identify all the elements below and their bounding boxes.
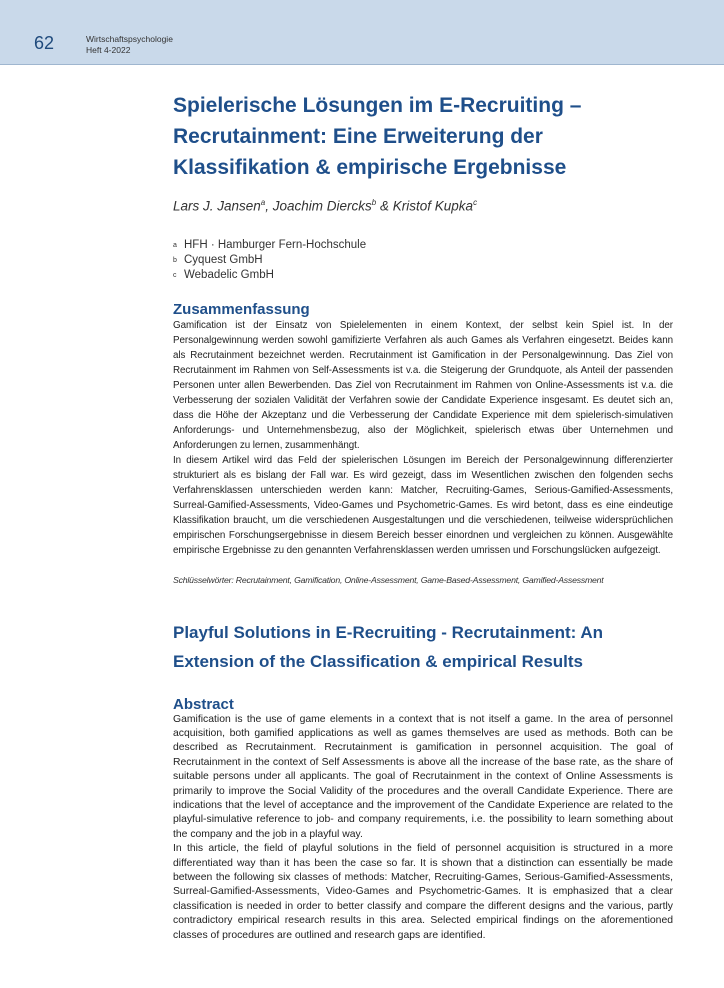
journal-name: Wirtschaftspsychologie: [86, 34, 173, 44]
abstract-heading: Abstract: [173, 695, 234, 713]
author-mark: c: [473, 198, 478, 207]
affiliation-mark: b: [173, 256, 177, 264]
article-title-de: Spielerische Lösungen im E-Recruiting – Recrutainment: Eine Erweiterung der Klassifikation & empirische Ergebnisse: [173, 94, 582, 179]
journal-issue: Heft 4-2022: [86, 45, 131, 55]
author-mark: b: [371, 198, 377, 207]
article-title-en: Playful Solutions in E-Recruiting - Recrutainment: An Extension of the Classification & empirical Results: [173, 622, 604, 671]
author-separator: ,: [265, 198, 273, 214]
author-separator: &: [376, 198, 393, 214]
affiliation-item: [173, 238, 673, 253]
affiliation-mark: c: [173, 271, 177, 279]
author-name: Lars J. Jansen: [173, 198, 261, 214]
affiliation-mark: a: [173, 241, 177, 249]
summary-paragraph: Gamification ist der Einsatz von Spielelementen in einem Kontext, der selbst kein Spiel ist. In der Personalgewinnung werden sowohl gamifizierte Verfahren als auch Games als Verfahren eingesetzt. Beides kann als Recrutainment bezeichnet werden. Recrutainment ist Gamification in der Personalgewinnung. Das Ziel von Recrutainment im Rahmen von Self-Assessments ist v.a. die Steigerung der Grundquote, als Anteil der passenden Personen unter allen Bewerbenden. Das Ziel von Recrutainment im Rahmen von Online-Assessments ist v.a. die Verbesserung der sozialen Validität der Verfahren sowie der Candidate Experience insgesamt. Es deutet sich an, dass die Höhe der Akzeptanz und die Verbesserung der Candidate Experience mit dem spielerisch-simulativen Anforderungs- und Unternehmensbezug, also der Möglichkeit, spielerisch etwas über Unternehmen und Anforderungen zu lernen, zusammenhängt.: [173, 319, 673, 451]
page-number: 62: [34, 33, 55, 53]
page-header: [0, 0, 724, 65]
summary-paragraph: In diesem Artikel wird das Feld der spielerischen Lösungen im Bereich der Personalgewinnung differenzierter strukturiert als es bislang der Fall war. Es wird gezeigt, dass im Wesentlichen zwischen den folgenden sechs Verfahrensklassen unterschieden werden kann: Matcher, Recruiting-Games, Serious-Gamified-Assessments, Surreal-Gamified-Assessments, Video-Games und Psychometric-Games. Es wird betont, dass es eine eindeutige Klassifikation braucht, um die verschiedenen Ausgestaltungen und die verschiedenen, teilweise widersprüchlichen empirischen Forschungsergebnisse in diesem Bereich besser einordnen und vergleichen zu können. Ausgewählte empirische Ergebnisse zu den genannten Verfahrensklassen werden umrissen und Forschungslücken aufgezeigt.: [173, 454, 673, 556]
journal-info: [86, 34, 173, 56]
affiliation-text: Cyquest GmbH: [184, 253, 263, 266]
affiliation-list: [173, 238, 673, 283]
abstract-paragraph: In this article, the field of playful solutions in the field of personnel acquisition is structured in a more differentiated way than it has been the case so far. It is shown that a distinction can essentially be made between the following six classes of methods: Matcher, Recruiting-Games, Serious-Gamified-Assessments, Surreal-Gamified-Assessments, Video-Games and Psychometric-Games. It is emphasized that a clear classification is needed in order to better classify and compare the different designs and the various, partly contradictory empirical research results in this area. Selected empirical findings on the aforementioned classes of procedures are outlined and research gaps are identified.: [173, 843, 673, 941]
affiliation-item: [173, 253, 673, 268]
affiliation-text: HFH · Hamburger Fern-Hochschule: [184, 238, 367, 251]
keywords: Schlüsselwörter: Recrutainment, Gamification, Online-Assessment, Game-Based-Assessment, Gamified-Assessment: [173, 574, 604, 585]
affiliation-item: [173, 268, 673, 283]
author-name: Joachim Diercks: [272, 198, 372, 214]
summary-heading: Zusammenfassung: [173, 300, 310, 318]
abstract-paragraph: Gamification is the use of game elements in a context that is not itself a game. In the area of personnel acquisition, both gamified applications as well as games themselves are used as methods. Both can be described as Recrutainment. Recrutainment is gamification in personnel acquisition. The goal of Recrutainment in the context of Self Assessments is above all the increase of the base rate, as the share of suitable persons under all applicants. The goal of Recrutainment in the context of Online Assessments is primarily to improve the Social Validity of the procedures and the overall Candidate Experience. There are indications that the level of acceptance and the improvement of the Candidate Experience are related to the playful-simulative reference to job- and company requirements, i.e. the possibility to learn something about the company and the job in a playful way.: [173, 713, 673, 840]
article-content: [173, 90, 673, 943]
author-mark: a: [260, 198, 266, 207]
author-name: Kristof Kupka: [392, 198, 474, 214]
author-line: [173, 198, 673, 214]
affiliation-text: Webadelic GmbH: [184, 268, 274, 281]
